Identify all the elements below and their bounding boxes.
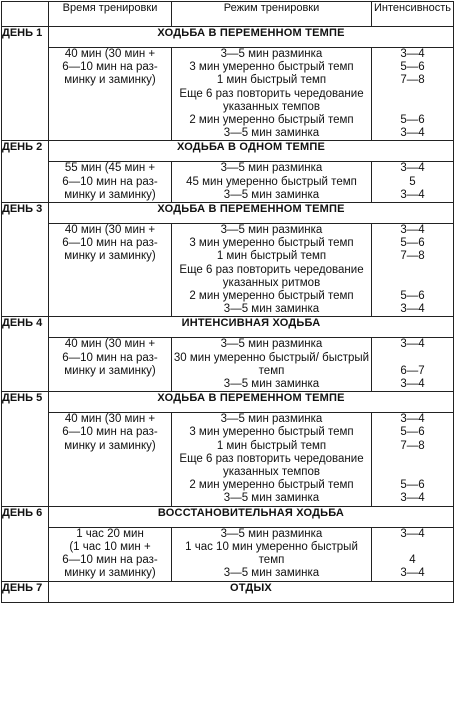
time-line: минку и заминку) [64,188,156,201]
regime-title: ХОДЬБА В ПЕРЕМЕННОМ ТЕМПЕ [49,27,454,48]
step-text: 3—5 мин заминка [223,492,320,505]
step-text: Еще 6 раз повторить чередование указанных ритмов [179,263,364,289]
intensity-value: 3—4 [400,492,425,505]
time-cell [49,413,172,506]
time-cell [49,48,172,141]
plan-body [2,27,454,603]
day-body-row [2,162,454,203]
steps-cell [172,162,372,203]
intensity-value [372,453,453,479]
step-text: 3—5 мин заминка [223,567,320,580]
time-line: 40 мин (30 мин + [64,48,156,60]
intensity-value: 3—4 [400,527,425,540]
step-text: Еще 6 раз повторить чередование указанных темпов [179,87,364,113]
day-label: ДЕНЬ 5 [2,392,49,506]
day-label: ДЕНЬ 4 [2,317,49,392]
intensity-value: 4 [409,554,416,567]
header-day [2,2,49,27]
intensity-value: 3—4 [400,162,425,175]
intensity-cell [372,224,454,317]
step-text: 2 мин умеренно быстрый темп [189,479,354,492]
day-title-row [2,581,454,602]
step-text: 3—5 мин заминка [223,303,320,316]
time-cell [49,527,172,581]
step-text: 3—5 мин заминка [223,127,320,140]
step-text: 3—5 мин разминка [220,48,323,60]
intensity-value: 3—4 [400,303,425,316]
intensity-value: 7—8 [400,439,425,452]
day-label: ДЕНЬ 1 [2,27,49,141]
intensity-value: 6—7 [400,364,425,377]
step-text: 2 мин умеренно быстрый темп [189,290,354,303]
step-text: 3—5 мин заминка [223,188,320,201]
day-body-row [2,527,454,581]
time-line: 55 мин (45 мин + [64,162,156,175]
day-title-row [2,27,454,48]
regime-title: ОТДЫХ [49,581,454,602]
step-text: 1 мин быстрый темп [216,439,327,452]
time-line: минку и заминку) [64,250,156,263]
day-title-row [2,506,454,527]
intensity-cell [372,162,454,203]
step-text: 1 час 10 мин умеренно быстрый темп [185,540,358,567]
day-body-row [2,338,454,392]
intensity-value: 3—4 [400,188,425,201]
day-label: ДЕНЬ 3 [2,203,49,317]
time-line: 6—10 мин на раз- [62,554,158,567]
intensity-value: 3—4 [400,127,425,140]
header-mode: Режим тренировки [172,2,372,27]
intensity-value: 5—6 [400,61,425,74]
time-line: 6—10 мин на раз- [62,426,158,439]
training-plan-table [1,1,454,603]
time-line: минку и заминку) [64,439,156,452]
steps-cell [172,413,372,506]
steps-cell [172,48,372,141]
step-text: 3—5 мин разминка [220,224,323,237]
regime-title: ИНТЕНСИВНАЯ ХОДЬБА [49,317,454,338]
step-text: 3 мин умеренно быстрый темп [189,237,354,250]
day-label: ДЕНЬ 2 [2,141,49,203]
steps-cell [172,224,372,317]
time-line: 6—10 мин на раз- [62,237,158,250]
header-intensity: Интенсивность [372,2,454,27]
time-line: 1 час 20 мин [76,527,144,540]
time-cell [49,224,172,317]
intensity-value: 5—6 [400,289,425,302]
intensity-cell [372,413,454,506]
intensity-cell [372,48,454,141]
step-text: 30 мин умеренно быстрый/ быстрый темп [173,351,370,377]
time-line: 6—10 мин на раз- [62,175,158,188]
day-body-row [2,224,454,317]
intensity-value: 5—6 [400,113,425,126]
step-text: 3—5 мин заминка [223,378,320,391]
day-title-row [2,141,454,162]
header-row [2,2,454,27]
step-text: 45 мин умеренно быстрый темп [186,175,357,188]
day-title-row [2,203,454,224]
day-title-row [2,392,454,413]
intensity-value: 3—4 [400,224,425,237]
time-line: минку и заминку) [64,567,156,580]
intensity-value: 5—6 [400,237,425,250]
intensity-value: 3—4 [400,48,425,60]
steps-cell [172,527,372,581]
intensity-value [372,88,453,114]
step-text: Еще 6 раз повторить чередование указанных темпов [179,452,364,479]
regime-title: ХОДЬБА В ОДНОМ ТЕМПЕ [49,141,454,162]
intensity-value: 3—4 [400,567,425,580]
step-text: 3—5 мин разминка [220,162,323,175]
intensity-value: 3—4 [400,338,425,351]
time-cell [49,162,172,203]
intensity-cell [372,527,454,581]
intensity-value: 3—4 [400,413,425,426]
time-line: 40 мин (30 мин + [64,338,156,351]
intensity-value: 5—6 [400,426,425,439]
step-text: 3 мин умеренно быстрый темп [189,426,354,439]
step-text: 2 мин умеренно быстрый темп [189,114,354,127]
time-cell [49,338,172,392]
step-text: 3—5 мин разминка [220,527,323,540]
intensity-value: 5 [409,175,416,188]
time-line: 40 мин (30 мин + [64,224,156,237]
step-text: 1 мин быстрый темп [216,74,327,87]
intensity-cell [372,338,454,392]
intensity-value: 5—6 [400,479,425,492]
step-text: 1 мин быстрый темп [216,250,327,263]
day-body-row [2,413,454,506]
intensity-value: 7—8 [400,250,425,263]
day-body-row [2,48,454,141]
step-text: 3—5 мин разминка [220,338,323,351]
steps-cell [172,338,372,392]
intensity-value [372,264,453,290]
regime-title: ХОДЬБА В ПЕРЕМЕННОМ ТЕМПЕ [49,392,454,413]
day-title-row [2,317,454,338]
regime-title: ВОССТАНОВИТЕЛЬНАЯ ХОДЬБА [49,506,454,527]
day-label: ДЕНЬ 7 [2,581,49,602]
regime-title: ХОДЬБА В ПЕРЕМЕННОМ ТЕМПЕ [49,203,454,224]
time-line: минку и заминку) [64,74,156,87]
intensity-value: 7—8 [400,74,425,87]
day-label: ДЕНЬ 6 [2,506,49,581]
step-text: 3 мин умеренно быстрый темп [189,61,354,74]
time-line: 6—10 мин на раз- [62,351,158,364]
time-line: 6—10 мин на раз- [62,61,158,74]
time-line: (1 час 10 мин + [69,540,151,553]
time-line: 40 мин (30 мин + [64,413,156,426]
intensity-value: 3—4 [400,378,425,391]
header-time: Время тренировки [49,2,172,27]
step-text: 3—5 мин разминка [220,413,323,426]
time-line: минку и заминку) [64,364,156,377]
